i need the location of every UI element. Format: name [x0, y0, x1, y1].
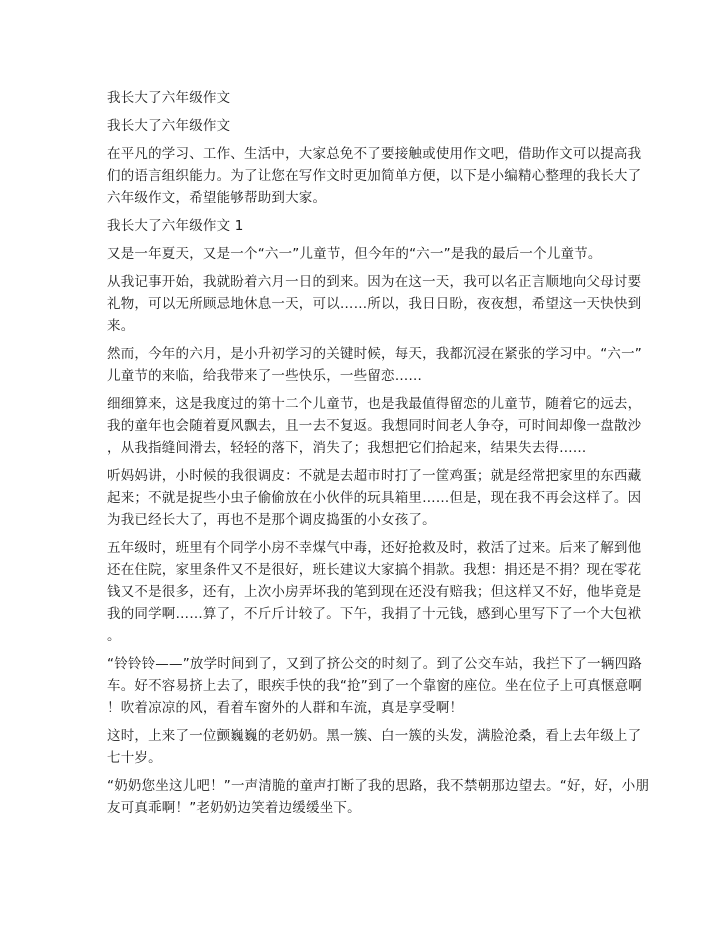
- paragraph: [107, 537, 642, 647]
- text-line: 我长大了六年级作文 1: [107, 218, 244, 234]
- text-line: “奶奶您坐这儿吧！”一声清脆的童声打断了我的思路，我不禁朝那边望去。“好，好，小朋: [107, 778, 650, 794]
- text-line: 车。好不容易挤上去了，眼疾手快的我“抢”到了一个靠窗的座位。坐在位子上可真惬意啊: [107, 678, 642, 694]
- text-line: 友可真乖啊！”老奶奶边笑着边缓缓坐下。: [107, 800, 361, 816]
- text-line: 我的同学啊……算了，不斤斤计较了。下午，我捐了十元钱，感到心里写下了一个大包袱: [107, 606, 642, 622]
- text-line: “铃铃铃——”放学时间到了，又到了挤公交的时刻了。到了公交车站，我拦下了一辆四路: [107, 656, 642, 672]
- text-line: 钱又不是很多，还有，上次小房弄坏我的笔到现在还没有赔我；但这样又不好，他毕竟是: [107, 584, 642, 600]
- text-line: 礼物，可以无所顾忌地休息一天，可以……所以，我日日盼，夜夜想，希望这一天快快到: [107, 296, 642, 312]
- paragraph: [107, 725, 642, 769]
- text-line: 。: [107, 628, 121, 644]
- text-line: ！吹着凉凉的风，看着车窗外的人群和车流，真是享受啊！: [107, 700, 464, 716]
- text-line: 在平凡的学习、工作、生活中，大家总免不了要接触或使用作文吧，借助作文可以提高我: [107, 146, 642, 162]
- text-line: 听妈妈讲，小时候的我很调皮：不就是去超市时打了一筐鸡蛋；就是经常把家里的东西藏: [107, 468, 642, 484]
- text-line: 七十岁。: [107, 750, 162, 766]
- text-line: 还在住院，家里条件又不是很好，班长建议大家搞个捐款。我想：捐还是不捐？现在零花: [107, 562, 642, 578]
- text-line: 为我已经长大了，再也不是那个调皮捣蛋的小女孩了。: [107, 512, 436, 528]
- text-line: 我长大了六年级作文: [107, 118, 231, 134]
- text-line: ，从我指缝间滑去，轻轻的落下，消失了；我想把它们拾起来，结果失去得……: [107, 440, 587, 456]
- document-body: [107, 87, 650, 825]
- paragraph: [107, 393, 642, 459]
- paragraph: [107, 143, 642, 209]
- paragraph: [107, 271, 642, 337]
- paragraph: [107, 653, 642, 719]
- text-line: 然而，今年的六月，是小升初学习的关键时候，每天，我都沉浸在紧张的学习中。“六一”: [107, 346, 642, 362]
- paragraph: [107, 243, 627, 265]
- text-line: 来。: [107, 318, 135, 334]
- section-heading: [107, 215, 627, 237]
- text-line: 起来；不就是捉些小虫子偷偷放在小伙伴的玩具箱里……但是，现在我不再会这样了。因: [107, 490, 642, 506]
- document-title: [107, 87, 627, 109]
- paragraph: [107, 775, 650, 819]
- paragraph: [107, 465, 642, 531]
- text-line: 六年级作文，希望能够帮助到大家。: [107, 190, 327, 206]
- document-title: [107, 115, 627, 137]
- text-line: 这时，上来了一位颤巍巍的老奶奶。黑一簇、白一簇的头发，满脸沧桑，看上去年级上了: [107, 728, 642, 744]
- text-line: 五年级时，班里有个同学小房不幸煤气中毒，还好抢救及时，救活了过来。后来了解到他: [107, 540, 642, 556]
- text-line: 们的语言组织能力。为了让您在写作文时更加简单方便，以下是小编精心整理的我长大了: [107, 168, 642, 184]
- paragraph: [107, 343, 642, 387]
- text-line: 又是一年夏天，又是一个“六一”儿童节，但今年的“六一”是我的最后一个儿童节。: [107, 246, 602, 262]
- text-line: 细细算来，这是我度过的第十二个儿童节，也是我最值得留恋的儿童节，随着它的远去，: [107, 396, 642, 412]
- text-line: 我的童年也会随着夏风飘去，且一去不复返。我想同时间老人争夺，可时间却像一盘散沙: [107, 418, 642, 434]
- text-line: 我长大了六年级作文: [107, 90, 231, 106]
- text-line: 儿童节的来临，给我带来了一些快乐，一些留恋……: [107, 368, 423, 384]
- text-line: 从我记事开始，我就盼着六月一日的到来。因为在这一天，我可以名正言顺地向父母讨要: [107, 274, 642, 290]
